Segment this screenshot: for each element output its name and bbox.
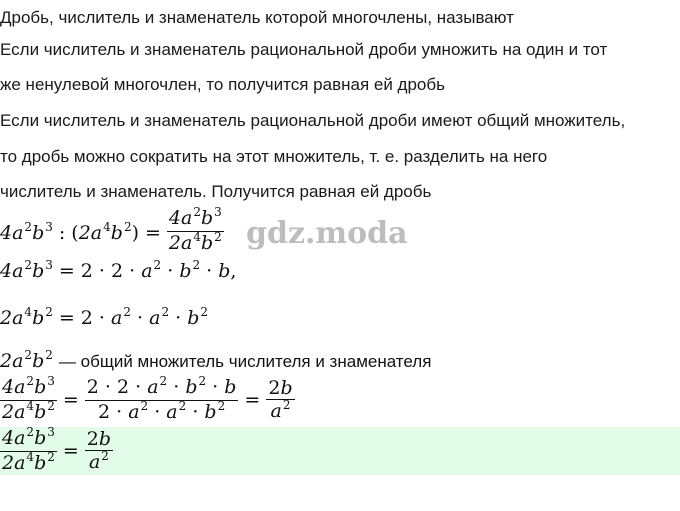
text-line-2: Если числитель и знаменатель рациональной дроби умножить на один и тот bbox=[0, 40, 608, 59]
equation-numerator-factor: $4a^2b^3 = 2 \cdot 2 \cdot a^2 \cdot b^2 \cdot b$, bbox=[0, 258, 237, 282]
text-line-1: Дробь, числитель и знаменатель которой многочлены, называют bbox=[0, 8, 514, 27]
text-line-3: же ненулевой многочлен, то получится равная ей дробь bbox=[0, 75, 445, 94]
text-line-5: то дробь можно сократить на этот множитель, т. е. разделить на него bbox=[0, 147, 548, 166]
equation-reduction: $\frac{4a^2b^3}{2a^4b^2}$ = $\frac{2 \cdot 2 \cdot a^2 \cdot b^2 \cdot b}{2 \cdot a^2 \cdot a^2 \cdot b^2}$ = $\frac{2b}{a^2}$ bbox=[2, 376, 293, 423]
common-factor-text: — общий множитель числителя и знаменателя bbox=[58, 352, 432, 371]
text-line-4: Если числитель и знаменатель рациональной дроби имеют общий множитель, bbox=[0, 111, 626, 130]
equation-division: $4a^2b^3$ : $(2a^4b^2)$ = $\frac{4a^2b^3}{2a^4b^2}$ bbox=[0, 207, 222, 253]
equation-answer: $\frac{4a^2b^3}{2a^4b^2}$ = $\frac{2b}{a^2}$ bbox=[2, 427, 112, 474]
equation-denominator-factor: $2a^4b^2 = 2 \cdot a^2 \cdot a^2 \cdot b^2$ bbox=[0, 305, 209, 329]
text-line-6: числитель и знаменатель. Получится равная ей дробь bbox=[0, 182, 432, 201]
common-factor-line: $2a^2b^2$ — общий множитель числителя и знаменателя bbox=[0, 348, 432, 372]
watermark-logo: gdz.moda bbox=[246, 216, 408, 251]
